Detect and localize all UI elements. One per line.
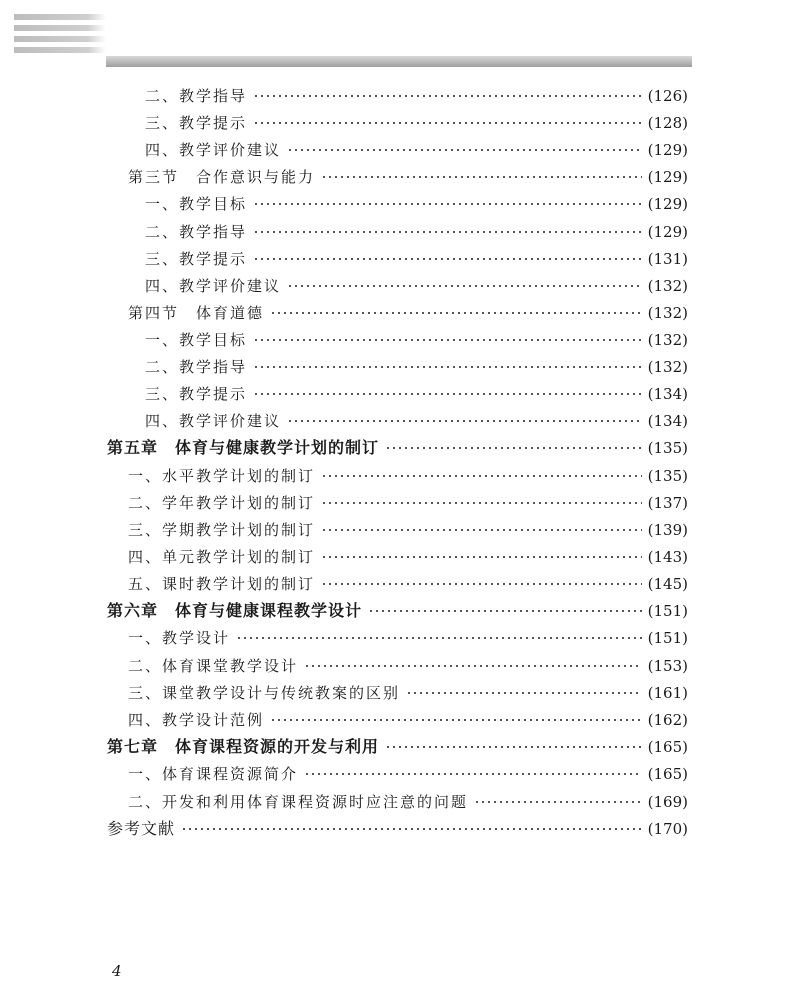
toc-entry[interactable] (145, 247, 688, 271)
toc-entry-page: (126) (647, 87, 688, 105)
dot-leader (253, 95, 642, 97)
dot-leader (270, 719, 642, 721)
toc-entry-page: (135) (647, 467, 688, 485)
toc-entry-title: 四、教学设计范例 (128, 711, 265, 729)
dot-leader (253, 122, 642, 124)
toc-entry-page: (151) (647, 629, 688, 647)
toc-entry-page: (131) (647, 250, 688, 268)
toc-entry-title: 第六章 体育与健康课程教学设计 (107, 601, 363, 620)
toc-entry-title: 二、教学指导 (145, 358, 248, 376)
toc-entry[interactable] (145, 382, 688, 406)
dot-leader (253, 339, 642, 341)
dot-leader (321, 583, 642, 585)
dot-leader (304, 773, 642, 775)
toc-entry-title: 三、教学提示 (145, 250, 248, 268)
toc-entry-page: (165) (647, 738, 688, 756)
toc-entry-page: (145) (647, 575, 688, 593)
toc-entry-title: 三、教学提示 (145, 385, 248, 403)
toc-entry[interactable] (128, 301, 688, 325)
toc-entry[interactable] (145, 111, 688, 135)
toc-entry[interactable] (145, 409, 688, 433)
toc-entry-page: (129) (647, 195, 688, 213)
toc-entry[interactable] (128, 545, 688, 569)
dot-leader (253, 231, 642, 233)
toc-entry-page: (137) (647, 494, 688, 512)
toc-entry-page: (139) (647, 521, 688, 539)
toc-entry[interactable] (128, 165, 688, 189)
dot-leader (270, 312, 642, 314)
toc-entry[interactable] (128, 708, 688, 732)
header-decoration (0, 0, 800, 70)
dot-leader (181, 828, 642, 830)
toc-entry-title: 一、教学目标 (145, 195, 248, 213)
dot-leader (321, 502, 642, 504)
toc-entry[interactable] (128, 681, 688, 705)
toc-entry[interactable] (128, 626, 688, 650)
toc-entry-page: (129) (647, 168, 688, 186)
dot-leader (321, 475, 642, 477)
toc-entry[interactable] (107, 735, 688, 759)
toc-entry-title: 参考文献 (107, 819, 176, 838)
dot-leader (253, 203, 642, 205)
toc-entry[interactable] (107, 817, 688, 841)
toc-entry[interactable] (128, 654, 688, 678)
toc-entry-page: (143) (647, 548, 688, 566)
toc-entry-page: (129) (647, 223, 688, 241)
toc-entry[interactable] (107, 599, 688, 623)
toc-entry-title: 四、单元教学计划的制订 (128, 548, 316, 566)
toc-entry-title: 四、教学评价建议 (145, 141, 282, 159)
toc-entry-title: 四、教学评价建议 (145, 412, 282, 430)
toc-entry-page: (132) (647, 277, 688, 295)
toc-entry[interactable] (128, 518, 688, 542)
toc-entry-title: 三、教学提示 (145, 114, 248, 132)
dot-leader (287, 285, 642, 287)
dot-leader (474, 801, 642, 803)
toc-entry-page: (129) (647, 141, 688, 159)
toc-entry-page: (134) (647, 385, 688, 403)
toc-entry[interactable] (145, 274, 688, 298)
dot-leader (287, 149, 642, 151)
toc-entry-page: (132) (647, 331, 688, 349)
dot-leader (253, 393, 642, 395)
dot-leader (236, 637, 642, 639)
dot-leader (253, 258, 642, 260)
toc-entry-title: 四、教学评价建议 (145, 277, 282, 295)
page-number: 4 (112, 962, 122, 980)
toc-entry-page: (135) (647, 439, 688, 457)
toc-entry[interactable] (145, 138, 688, 162)
toc-entry-title: 第四节 体育道德 (128, 304, 265, 322)
toc-entry-title: 二、教学指导 (145, 223, 248, 241)
toc-entry-page: (128) (647, 114, 688, 132)
toc-entry-page: (132) (647, 358, 688, 376)
toc-entry[interactable] (128, 790, 688, 814)
toc-entry-title: 二、学年教学计划的制订 (128, 494, 316, 512)
toc-entry-title: 一、水平教学计划的制订 (128, 467, 316, 485)
toc-entry[interactable] (128, 464, 688, 488)
toc-entry-title: 二、教学指导 (145, 87, 248, 105)
toc-entry[interactable] (128, 762, 688, 786)
dot-leader (287, 420, 642, 422)
toc-entry[interactable] (145, 84, 688, 108)
toc-entry[interactable] (145, 328, 688, 352)
toc-entry-title: 三、课堂教学设计与传统教案的区别 (128, 684, 401, 702)
toc-entry-title: 一、教学目标 (145, 331, 248, 349)
toc-entry-title: 第五章 体育与健康教学计划的制订 (107, 438, 380, 457)
toc-entry-title: 三、学期教学计划的制订 (128, 521, 316, 539)
toc-entry[interactable] (145, 355, 688, 379)
toc-entry[interactable] (107, 436, 688, 460)
dot-leader (406, 692, 642, 694)
dot-leader (253, 366, 642, 368)
dot-leader (321, 176, 642, 178)
toc-entry-title: 一、体育课程资源简介 (128, 765, 299, 783)
dot-leader (385, 447, 642, 449)
dot-leader (385, 746, 642, 748)
toc-entry-title: 一、教学设计 (128, 629, 231, 647)
dot-leader (321, 556, 642, 558)
toc-entry-page: (132) (647, 304, 688, 322)
dot-leader (304, 665, 642, 667)
toc-entry-page: (162) (647, 711, 688, 729)
toc-entry-page: (153) (647, 657, 688, 675)
toc-entry-title: 第七章 体育课程资源的开发与利用 (107, 737, 380, 756)
toc-entry-page: (165) (647, 765, 688, 783)
toc-entry-title: 五、课时教学计划的制订 (128, 575, 316, 593)
toc-entry-page: (151) (647, 602, 688, 620)
toc-entry-page: (170) (647, 820, 688, 838)
dot-leader (368, 610, 642, 612)
toc-entry[interactable] (128, 572, 688, 596)
toc-entry-title: 二、体育课堂教学设计 (128, 657, 299, 675)
toc-entry[interactable] (145, 220, 688, 244)
toc-entry-title: 第三节 合作意识与能力 (128, 168, 316, 186)
toc-entry[interactable] (128, 491, 688, 515)
toc-entry-title: 二、开发和利用体育课程资源时应注意的问题 (128, 793, 469, 811)
toc-entry-page: (161) (647, 684, 688, 702)
toc-entry[interactable] (145, 192, 688, 216)
toc-entry-page: (169) (647, 793, 688, 811)
dot-leader (321, 529, 642, 531)
toc-entry-page: (134) (647, 412, 688, 430)
